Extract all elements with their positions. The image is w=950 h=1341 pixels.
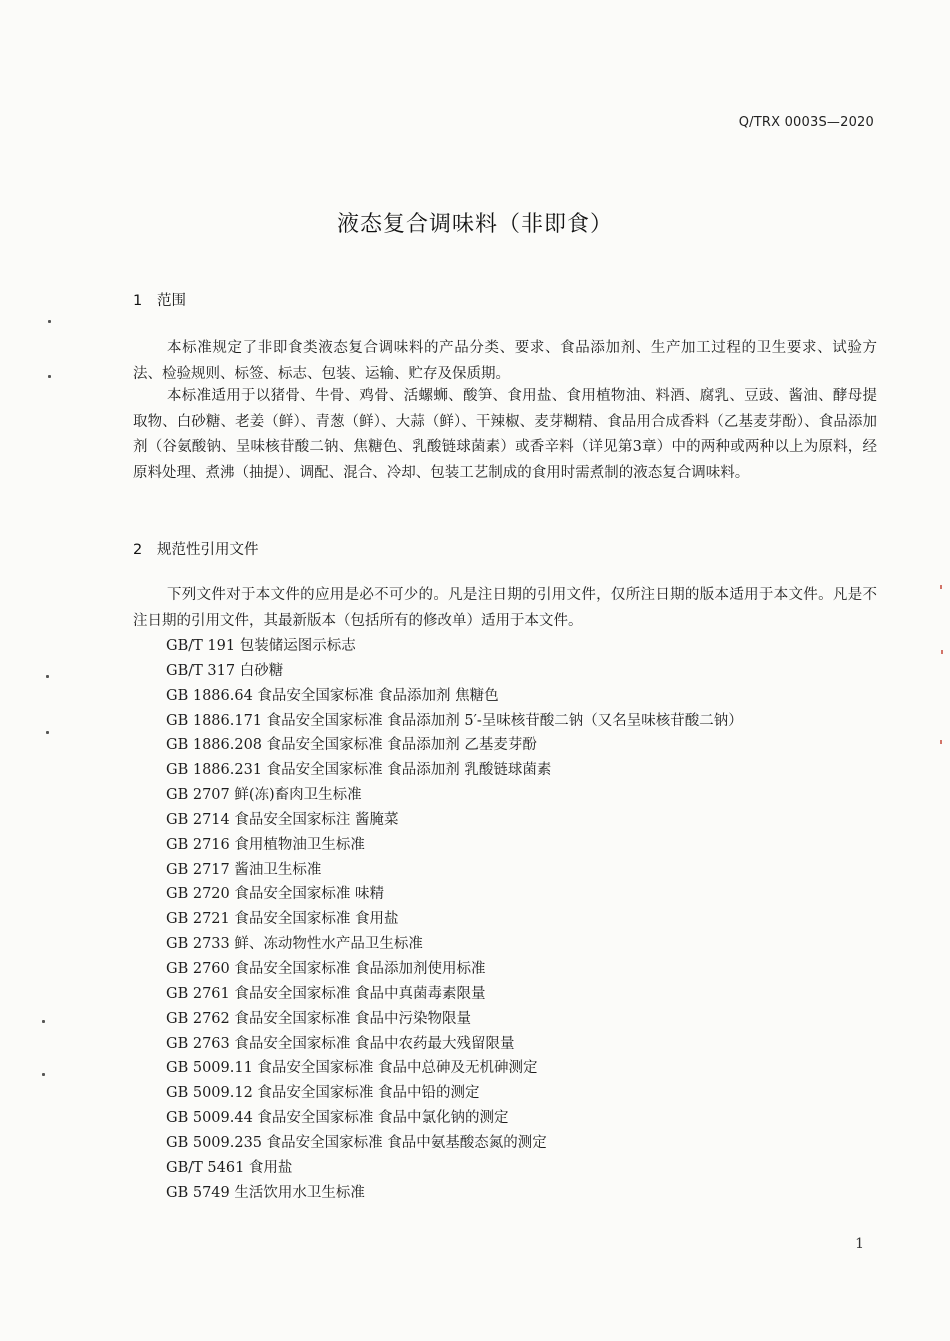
scan-speck xyxy=(48,375,51,378)
scan-edge-mark xyxy=(941,650,943,654)
section-1-heading xyxy=(133,289,186,310)
reference-item: GB 2763 食品安全国家标准 食品中农药最大残留限量 xyxy=(166,1035,515,1052)
reference-item: GB 2760 食品安全国家标准 食品添加剂使用标准 xyxy=(166,960,486,977)
reference-item: GB/T 191 包装储运图示标志 xyxy=(166,638,356,654)
reference-item: GB 2716 食用植物油卫生标准 xyxy=(166,836,365,853)
reference-item: GB 5009.12 食品安全国家标准 食品中铅的测定 xyxy=(166,1085,480,1102)
document-title: 液态复合调味料（非即食） xyxy=(336,212,613,237)
normative-references-list xyxy=(166,634,743,1205)
scope-paragraph-1: 本标准规定了非即食类液态复合调味料的产品分类、要求、食品添加剂、生产加工过程的卫生要求、试验方法、检验规则、标签、标志、包装、运输、贮存及保质期。 xyxy=(133,340,877,382)
reference-item: GB 1886.171 食品安全国家标准 食品添加剂 5′-呈味核苷酸二钠（又名呈味核苷酸二钠） xyxy=(166,712,743,729)
reference-item: GB 2707 鲜(冻)畜肉卫生标准 xyxy=(166,787,362,804)
scan-speck xyxy=(42,1073,45,1076)
page-number: 1 xyxy=(855,1236,864,1252)
reference-item: GB 2721 食品安全国家标准 食用盐 xyxy=(166,911,399,928)
reference-item: GB/T 317 白砂糖 xyxy=(166,662,284,679)
reference-item: GB 5749 生活饮用水卫生标准 xyxy=(166,1184,365,1201)
scan-speck xyxy=(46,731,49,734)
section-title: 规范性引用文件 xyxy=(157,542,259,558)
reference-item: GB 2733 鲜、冻动物性水产品卫生标准 xyxy=(166,936,423,953)
reference-item: GB 2720 食品安全国家标准 味精 xyxy=(166,886,384,903)
reference-item: GB 2762 食品安全国家标准 食品中污染物限量 xyxy=(166,1010,471,1027)
section-2-heading xyxy=(133,538,259,559)
reference-item: GB 5009.11 食品安全国家标准 食品中总砷及无机砷测定 xyxy=(166,1060,538,1077)
section-number: 2 xyxy=(133,542,143,558)
scope-paragraph-2: 本标准适用于以猪骨、牛骨、鸡骨、活螺蛳、酸笋、食用盐、食用植物油、料酒、腐乳、豆豉、酱油、酵母提取物、白砂糖、老姜（鲜）、青葱（鲜）、大蒜（鲜）、干辣椒、麦芽糊精、食品用合成香料（乙基麦芽酚）、食品添加剂（谷氨酸钠、呈味核苷酸二钠、焦糖色、乳酸链球菌素）或香辛料（详见第3章）中的两种或两种以上为原料，经原料处理、煮沸（抽提）、调配、混合、冷却、包装工艺制成的食用时需煮制的液态复合调味料。 xyxy=(133,388,877,481)
scan-edge-mark xyxy=(940,585,942,589)
document-code: Q/TRX 0003S—2020 xyxy=(738,115,874,130)
reference-item: GB 1886.64 食品安全国家标准 食品添加剂 焦糖色 xyxy=(166,687,499,704)
scan-edge-mark xyxy=(940,740,942,744)
reference-item: GB/T 5461 食用盐 xyxy=(166,1159,293,1176)
reference-item: GB 1886.208 食品安全国家标准 食品添加剂 乙基麦芽酚 xyxy=(166,737,537,754)
scan-speck xyxy=(48,320,51,323)
reference-item: GB 1886.231 食品安全国家标准 食品添加剂 乳酸链球菌素 xyxy=(166,762,552,779)
section-number: 1 xyxy=(133,293,143,309)
reference-item: GB 2761 食品安全国家标准 食品中真菌毒素限量 xyxy=(166,985,486,1002)
reference-item: GB 5009.235 食品安全国家标准 食品中氨基酸态氮的测定 xyxy=(166,1134,547,1151)
scan-speck xyxy=(42,1020,45,1023)
reference-item: GB 2714 食品安全国家标注 酱腌菜 xyxy=(166,811,399,828)
reference-item: GB 5009.44 食品安全国家标准 食品中氯化钠的测定 xyxy=(166,1110,509,1127)
references-intro-paragraph: 下列文件对于本文件的应用是必不可少的。凡是注日期的引用文件，仅所注日期的版本适用于本文件。凡是不注日期的引用文件，其最新版本（包括所有的修改单）适用于本文件。 xyxy=(133,587,877,629)
scan-speck xyxy=(46,675,49,678)
reference-item: GB 2717 酱油卫生标准 xyxy=(166,861,322,878)
section-title: 范围 xyxy=(157,293,186,309)
